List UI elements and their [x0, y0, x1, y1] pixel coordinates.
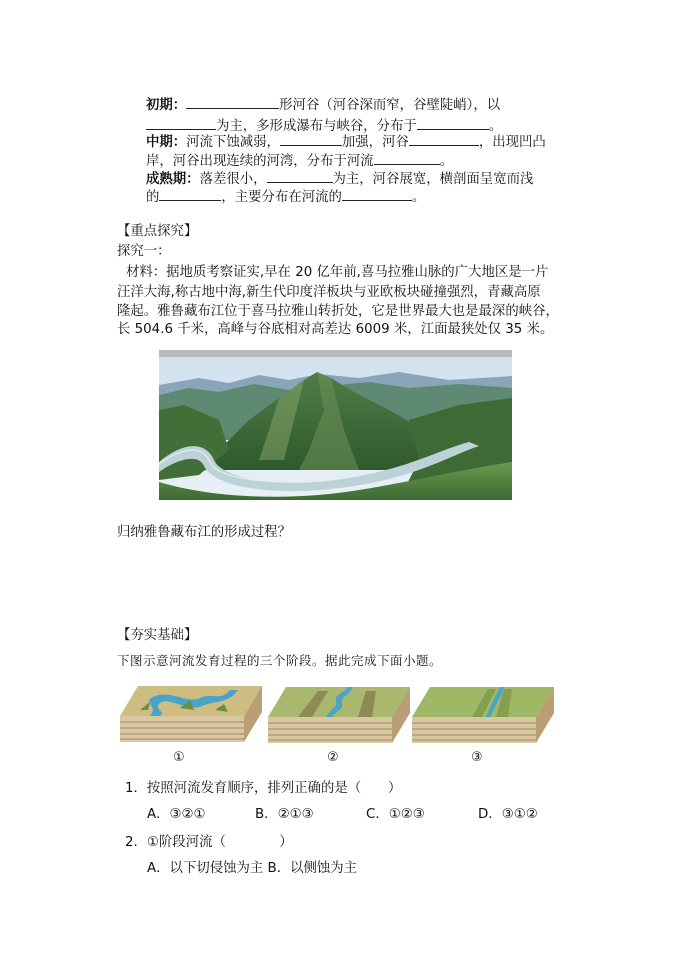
basics-heading: 【夯实基础】 — [117, 628, 198, 643]
middle-stage-label: 中期： — [146, 135, 187, 150]
middle-text-3: ，出现凹凸 — [478, 135, 546, 150]
q1-option-b[interactable]: B．②①③ — [255, 807, 314, 822]
mature-text-5: 。 — [411, 190, 426, 205]
material-line-3: 隆起。雅鲁藏布江位于喜马拉雅山转折处，它是世界最大也是最深的峡谷， — [117, 304, 559, 319]
question-1-stem: 1．按照河流发育顺序，排列正确的是（ ） — [125, 781, 402, 796]
question-2-stem: 2．①阶段河流（ ） — [125, 835, 293, 850]
blank-early-valley[interactable] — [186, 96, 279, 109]
mature-stage-line-2 — [146, 187, 425, 209]
explore-heading: 【重点探究】 — [117, 224, 198, 239]
blank-early-location[interactable] — [417, 117, 489, 130]
middle-text-4: 岸，河谷出现连续的河湾，分布于河流 — [146, 154, 374, 169]
explore-sub-heading: 探究一： — [117, 244, 171, 259]
early-text-1: 形河谷（河谷深而窄，谷壁陡峭），以 — [279, 98, 501, 113]
block-diagram-1 — [120, 680, 262, 744]
blank-middle-location[interactable] — [374, 152, 440, 165]
early-text-2: 为主，多形成瀑布与峡谷，分布于 — [216, 119, 417, 134]
river-bend-illustration — [159, 350, 512, 500]
mature-text-3: 的 — [146, 190, 160, 205]
explore-question: 归纳雅鲁藏布江的形成过程？ — [117, 525, 292, 540]
diagram-label-1: ① — [173, 750, 185, 765]
blank-middle-valley[interactable] — [409, 133, 479, 146]
early-text-3: 。 — [488, 119, 503, 134]
middle-text-2: 加强，河谷 — [341, 135, 409, 150]
middle-text-1: 河流下蚀减弱， — [186, 135, 280, 150]
q1-option-c[interactable]: C．①②③ — [366, 807, 425, 822]
middle-text-5: 。 — [439, 154, 454, 169]
yarlung-tsangpo-photo — [159, 350, 512, 500]
blank-mature-location[interactable] — [342, 188, 412, 201]
diagram-label-2: ② — [327, 750, 339, 765]
photo-top-border — [159, 350, 512, 357]
block-diagram-2 — [268, 683, 410, 747]
block-diagram-3 — [412, 683, 554, 747]
material-line-4: 长 504.6 千米，高峰与谷底相对高差达 6009 米，江面最狭处仅 35 米。 — [117, 322, 554, 337]
q1-option-a[interactable]: A．③②① — [147, 807, 206, 822]
mature-text-2: 为主，河谷展宽，横剖面呈宽而浅 — [332, 172, 534, 187]
material-line-1: 材料：据地质考察证实,早在 20 亿年前,喜马拉雅山脉的广大地区是一片 — [126, 265, 549, 280]
basics-intro: 下图示意河流发育过程的三个阶段。据此完成下面小题。 — [117, 653, 443, 668]
blank-mature-erosion[interactable] — [267, 170, 333, 183]
early-stage-label: 初期： — [146, 98, 187, 113]
q2-options[interactable]: A．以下切侵蚀为主 B．以侧蚀为主 — [147, 861, 358, 876]
early-stage-line-1 — [146, 95, 500, 117]
mature-text-1: 落差很小， — [199, 172, 267, 187]
q1-option-d[interactable]: D．③①② — [478, 807, 538, 822]
material-line-2: 汪洋大海,称古地中海,新生代印度洋板块与亚欧板块碰撞强烈，青藏高原 — [117, 285, 541, 300]
mature-stage-label: 成熟期： — [146, 172, 200, 187]
diagram-label-3: ③ — [471, 750, 483, 765]
blank-mature-shape[interactable] — [159, 188, 221, 201]
blank-middle-erosion[interactable] — [280, 133, 342, 146]
mature-text-4: ，主要分布在河流的 — [221, 190, 342, 205]
blank-early-erosion[interactable] — [146, 117, 216, 130]
